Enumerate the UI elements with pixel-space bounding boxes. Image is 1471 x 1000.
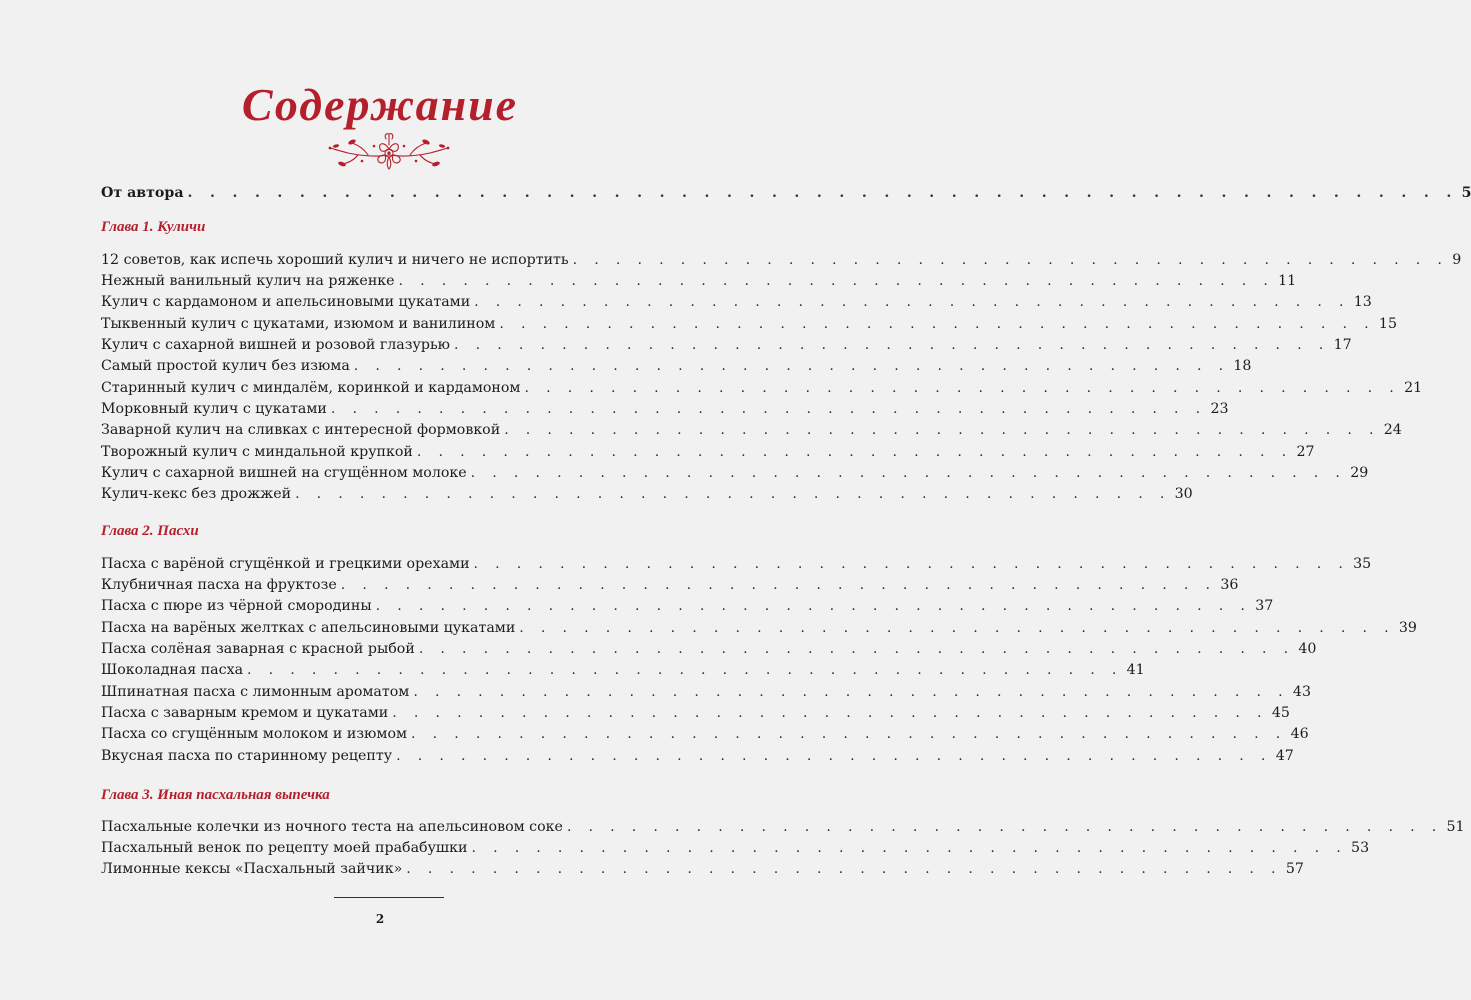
toc-entry[interactable] xyxy=(101,377,1423,399)
toc-entry[interactable] xyxy=(101,355,1252,377)
toc-entry-page: 37 xyxy=(1255,598,1274,614)
chapter-heading: Глава 3. Иная пасхальная выпечка xyxy=(101,787,330,803)
toc-entry-author[interactable] xyxy=(101,182,1471,204)
toc-entry-title: Кулич с сахарной вишней на сгущённом молоке xyxy=(101,465,467,481)
toc-entry[interactable] xyxy=(101,745,1294,767)
toc-entry-page: 39 xyxy=(1398,620,1417,636)
leader-dots: . . . . . . . . . . . . . . . . . . . . . . . . . . . . . . . . . . . . . . . . . xyxy=(340,577,1217,593)
toc-entry-page: 11 xyxy=(1278,273,1297,289)
footer-rule xyxy=(334,897,444,898)
leader-dots: . . . . . . . . . . . . . . . . . . . . . . . . . . . . . . . . . . . . . . . . . xyxy=(398,273,1275,289)
toc-entry[interactable] xyxy=(101,617,1417,639)
toc-entry[interactable] xyxy=(101,334,1352,356)
leader-dots: . . . . . . . . . . . . . . . . . . . . . . . . . . . . . . . . . . . . . . . . . xyxy=(474,294,1350,310)
leader-dots: . . . . . . . . . . . . . . . . . . . . . . . . . . . . . . . . . . . . . . . . . xyxy=(471,840,1348,856)
toc-entry-title: Пасха со сгущённым молоком и изюмом xyxy=(101,726,408,742)
chapter-heading: Глава 1. Куличи xyxy=(101,219,206,235)
toc-entry-page: 51 xyxy=(1446,819,1465,835)
toc-entry-title: Шпинатная пасха с лимонным ароматом xyxy=(101,684,410,700)
toc-entry-page: 30 xyxy=(1174,486,1193,502)
toc-entry[interactable] xyxy=(101,638,1317,660)
toc-entry-title: Тыквенный кулич с цукатами, изюмом и ванилином xyxy=(101,316,496,332)
toc-entry-page: 9 xyxy=(1452,252,1462,268)
toc-entry-page: 27 xyxy=(1296,444,1315,460)
floral-ornament-icon xyxy=(328,131,450,173)
toc-entry-page: 53 xyxy=(1351,840,1370,856)
leader-dots: . . . . . . . . . . . . . . . . . . . . . . . . . . . . . . . . . . . . . . . . . xyxy=(413,684,1289,700)
leader-dots: . . . . . . . . . . . . . . . . . . . . . . . . . . . . . . . . . . . . . . . . . xyxy=(406,861,1282,877)
leader-dots: . . . . . . . . . . . . . . . . . . . . . . . . . . . . . . . . . . . . . . . . . xyxy=(418,641,1295,657)
toc-entry[interactable] xyxy=(101,270,1297,292)
leader-dots: . . . . . . . . . . . . . . . . . . . . . . . . . . . . . . . . . . . . . . . . . xyxy=(411,726,1287,742)
toc-entry-title: Шоколадная пасха xyxy=(101,662,244,678)
leader-dots: . . . . . . . . . . . . . . . . . . . . . . . . . . . . . . . . . . . . . . . . . xyxy=(375,598,1252,614)
toc-entry-title: Пасхальные колечки из ночного теста на апельсиновом соке xyxy=(101,819,563,835)
leader-dots: . . . . . . . . . . . . . . . . . . . . . . . . . . . . . . . . . . . . . . . . . xyxy=(504,422,1380,438)
toc-entry[interactable] xyxy=(101,398,1229,420)
toc-entry[interactable] xyxy=(101,249,1462,271)
toc-entry[interactable] xyxy=(101,837,1370,859)
leader-dots: . . . . . . . . . . . . . . . . . . . . . . . . . . . . . . . . . . . . . . . . . xyxy=(519,620,1395,636)
toc-entry-title: Клубничная пасха на фруктозе xyxy=(101,577,337,593)
toc-entry[interactable] xyxy=(101,723,1309,745)
toc-entry-page: 21 xyxy=(1404,380,1423,396)
toc-entry-title: 12 советов, как испечь хороший кулич и ничего не испортить xyxy=(101,252,569,268)
toc-entry-title: Морковный кулич с цукатами xyxy=(101,401,327,417)
leader-dots: . . . . . . . . . . . . . . . . . . . . . . . . . . . . . . . . . . . . . . . . . xyxy=(353,358,1230,374)
toc-entry[interactable] xyxy=(101,574,1239,596)
toc-entry-page: 15 xyxy=(1378,316,1397,332)
leader-dots: . . . . . . . . . . . . . . . . . . . . . . . . . . . . . . . . . . . . . . . . . xyxy=(454,337,1330,353)
leader-dots: . . . . . . . . . . . . . . . . . . . . . . . . . . . . . . . . . . . . . . . . . xyxy=(330,401,1207,417)
toc-entry[interactable] xyxy=(101,659,1145,681)
toc-entry-page: 29 xyxy=(1350,465,1369,481)
toc-entry-page: 17 xyxy=(1333,337,1352,353)
toc-entry-title: Пасха с заварным кремом и цукатами xyxy=(101,705,389,721)
toc-entry-title: Пасха солёная заварная с красной рыбой xyxy=(101,641,415,657)
toc-entry[interactable] xyxy=(101,291,1372,313)
toc-entry[interactable] xyxy=(101,681,1311,703)
toc-entry[interactable] xyxy=(101,595,1274,617)
toc-entry[interactable] xyxy=(101,462,1369,484)
leader-dots: . . . . . . . . . . . . . . . . . . . . . . . . . . . . . . . . . . . . . . . . . xyxy=(396,748,1272,764)
page-number: 2 xyxy=(375,912,385,926)
page-title: Содержание xyxy=(241,79,519,130)
toc-entry-page: 46 xyxy=(1290,726,1309,742)
toc-entry-title: Пасха с пюре из чёрной смородины xyxy=(101,598,372,614)
toc-entry-page: 57 xyxy=(1285,861,1304,877)
toc-entry-title: Кулич с сахарной вишней и розовой глазурью xyxy=(101,337,451,353)
toc-entry[interactable] xyxy=(101,483,1193,505)
leader-dots: . . . . . . . . . . . . . . . . . . . . . . . . . . . . . . . . . . . . . . . . . xyxy=(470,465,1347,481)
toc-entry-title: Самый простой кулич без изюма xyxy=(101,358,350,374)
toc-entry-page: 40 xyxy=(1298,641,1317,657)
toc-entry[interactable] xyxy=(101,553,1372,575)
toc-entry-page: 5 xyxy=(1461,185,1471,201)
toc-entry[interactable] xyxy=(101,419,1402,441)
leader-dots: . . . . . . . . . . . . . . . . . . . . . . . . . . . . . . . . . . . . . . . . . xyxy=(524,380,1401,396)
toc-entry[interactable] xyxy=(101,702,1290,724)
toc-entry[interactable] xyxy=(101,441,1315,463)
toc-entry-page: 35 xyxy=(1353,556,1372,572)
toc-entry-page: 23 xyxy=(1210,401,1229,417)
toc-entry-title: Нежный ванильный кулич на ряженке xyxy=(101,273,395,289)
toc-entry-page: 36 xyxy=(1220,577,1239,593)
toc-entry-page: 18 xyxy=(1233,358,1252,374)
toc-entry-title: Вкусная пасха по старинному рецепту xyxy=(101,748,393,764)
leader-dots: . . . . . . . . . . . . . . . . . . . . . . . . . . . . . . . . . . . . . . . . . xyxy=(392,705,1268,721)
toc-entry[interactable] xyxy=(101,816,1465,838)
toc-entry-page: 45 xyxy=(1271,705,1290,721)
toc-entry-title: От автора xyxy=(101,185,184,201)
toc-entry[interactable] xyxy=(101,313,1397,335)
toc-entry-title: Заварной кулич на сливках с интересной формовкой xyxy=(101,422,501,438)
toc-entry-title: Пасха с варёной сгущёнкой и грецкими орехами xyxy=(101,556,470,572)
toc-entry-page: 41 xyxy=(1126,662,1145,678)
leader-dots: . . . . . . . . . . . . . . . . . . . . . . . . . . . . . . . . . . . . . . . . . . . . . . . . . . . . . . . . . xyxy=(187,185,1458,201)
toc-entry-page: 24 xyxy=(1383,422,1402,438)
toc-entry-page: 13 xyxy=(1353,294,1372,310)
toc-entry-title: Кулич с кардамоном и апельсиновыми цукатами xyxy=(101,294,471,310)
toc-entry-title: Лимонные кексы «Пасхальный зайчик» xyxy=(101,861,403,877)
leader-dots: . . . . . . . . . . . . . . . . . . . . . . . . . . . . . . . . . . . . . . . . . xyxy=(572,252,1449,268)
leader-dots: . . . . . . . . . . . . . . . . . . . . . . . . . . . . . . . . . . . . . . . . . xyxy=(473,556,1350,572)
toc-entry-title: Пасхальный венок по рецепту моей прабабушки xyxy=(101,840,468,856)
toc-entry-title: Кулич-кекс без дрожжей xyxy=(101,486,292,502)
toc-entry-page: 43 xyxy=(1292,684,1311,700)
leader-dots: . . . . . . . . . . . . . . . . . . . . . . . . . . . . . . . . . . . . . . . . . xyxy=(416,444,1293,460)
toc-entry-title: Старинный кулич с миндалём, коринкой и кардамоном xyxy=(101,380,521,396)
toc-entry[interactable] xyxy=(101,858,1304,880)
toc-entry-title: Пасха на варёных желтках с апельсиновыми цукатами xyxy=(101,620,516,636)
leader-dots: . . . . . . . . . . . . . . . . . . . . . . . . . . . . . . . . . . . . . . . . . xyxy=(247,662,1123,678)
chapter-heading: Глава 2. Пасхи xyxy=(101,523,199,539)
leader-dots: . . . . . . . . . . . . . . . . . . . . . . . . . . . . . . . . . . . . . . . . . xyxy=(499,316,1375,332)
toc-entry-page: 47 xyxy=(1275,748,1294,764)
toc-entry-title: Творожный кулич с миндальной крупкой xyxy=(101,444,413,460)
leader-dots: . . . . . . . . . . . . . . . . . . . . . . . . . . . . . . . . . . . . . . . . . xyxy=(295,486,1171,502)
leader-dots: . . . . . . . . . . . . . . . . . . . . . . . . . . . . . . . . . . . . . . . . . xyxy=(566,819,1443,835)
